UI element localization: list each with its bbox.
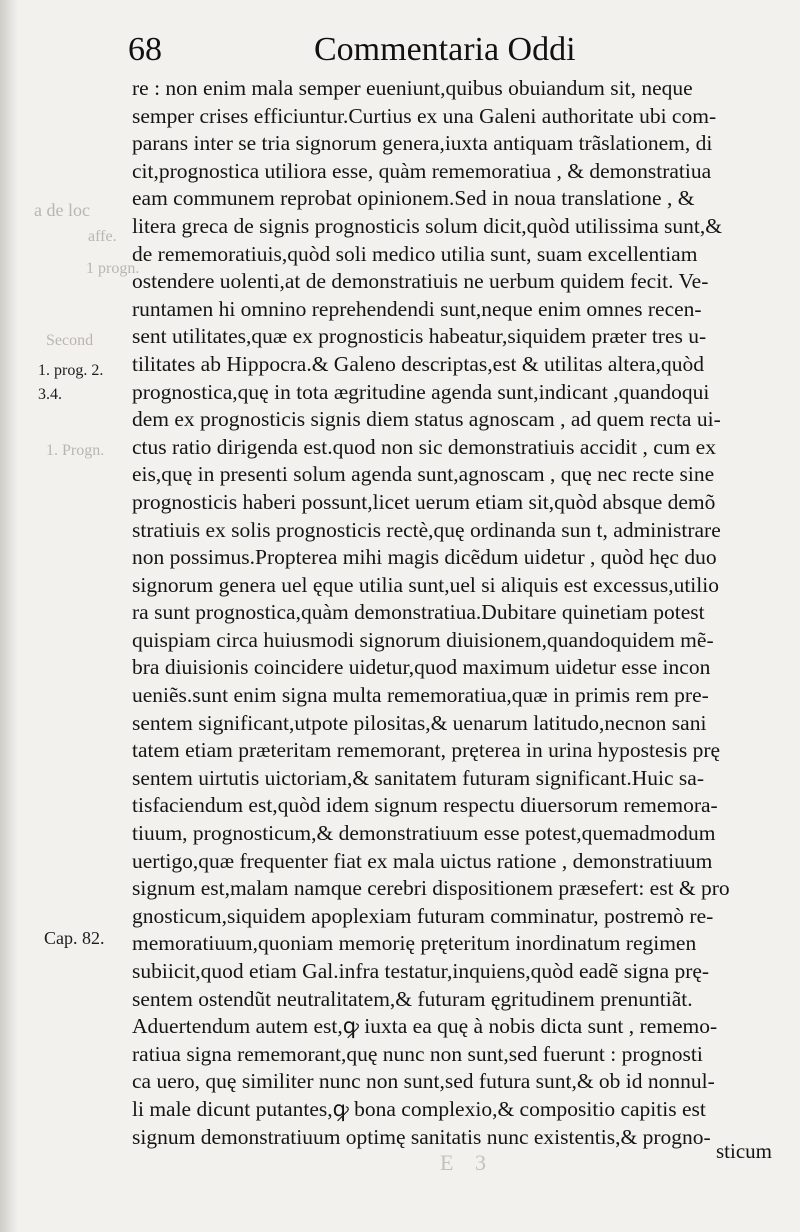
text-line: eam communem reprobat opinionem.Sed in noua translatione , & (132, 186, 695, 211)
text-line: sentem ostendũt neutralitatem,& futuram ęgritudinem prenuntiãt. (132, 986, 693, 1011)
catchword: sticum (716, 1139, 772, 1163)
text-line: tiuum, prognosticum,& demonstratiuum esse potest,quemadmodum (132, 821, 716, 846)
text-line: ca uero, quę similiter nunc non sunt,sed futura sunt,& ob id nonnul- (132, 1069, 715, 1094)
text-line: ueniẽs.sunt enim signa multa rememoratiua,quæ in primis rem pre- (132, 683, 709, 708)
text-line: li male dicunt putantes,ꝙ bona complexio,& compositio capitis est (132, 1096, 706, 1121)
text-line: memoratiuum,quoniam memorię pręteritum inordinatum regimen (132, 931, 697, 956)
text-line: ostendere uolenti,at de demonstratiuis ne uerbum quidem fecit. Ve- (132, 269, 709, 294)
text-line: runtamen hi omnino reprehendendi sunt,neque enim omnes recen- (132, 296, 702, 321)
text-line: litera greca de signis prognosticis solum dicit,quòd utilissima sunt,& (132, 213, 722, 238)
body-text (132, 75, 772, 1151)
text-line: parans inter se tria signorum genera,iuxta antiquam trãslationem, di (132, 131, 713, 156)
text-line: sentem significant,utpote pilositas,& uenarum latitudo,necnon sani (132, 710, 707, 735)
text-line: prognostica,quę in tota ægritudine agenda sunt,indicant ,quandoqui (132, 379, 710, 404)
bleed-through-text: 1. Progn. (46, 442, 105, 459)
text-line: ratiua signa rememorant,quę nunc non sunt,sed fuerunt : prognosti (132, 1041, 703, 1066)
text-line: stratiuis ex solis prognosticis rectè,quę ordinanda sun t, administrare (132, 517, 721, 542)
text-line: non possimus.Propterea mihi magis dicẽdum uidetur , quòd hęc duo (132, 545, 717, 570)
text-line: ra sunt prognostica,quàm demonstratiua.Dubitare quinetiam potest (132, 600, 705, 625)
text-line: de rememoratiuis,quòd soli medico utilia sunt, suam excellentiam (132, 241, 698, 266)
text-line: uertigo,quæ frequenter fiat ex mala uictus ratione , demonstratiuum (132, 848, 713, 873)
text-line: signum demonstratiuum optimę sanitatis nunc existentis,& progno- (132, 1124, 711, 1149)
text-line: signum est,malam namque cerebri dispositionem præsefert: est & pro (132, 876, 730, 901)
margin-chapter-reference: Cap. 82. (44, 928, 105, 948)
text-line: semper crises efficiuntur.Curtius ex una Galeni authoritate ubi com- (132, 103, 717, 128)
text-line: dem ex prognosticis signis diem status agnoscam , ad quem recta ui- (132, 407, 721, 432)
binding-shadow (0, 0, 18, 1232)
text-line: signorum genera uel ęque utilia sunt,uel si aliquis est excessus,utilio (132, 572, 719, 597)
bleed-through-text: affe. (88, 228, 117, 245)
text-line: tisfaciendum est,quòd idem signum respectu diuersorum rememora- (132, 793, 718, 818)
text-line: tatem etiam præteritam rememorant, pręterea in urina hypostesis prę (132, 738, 721, 763)
text-line: quispiam circa huiusmodi signorum diuisionem,quandoquidem mẽ- (132, 627, 714, 652)
text-line: sentem uirtutis uictoriam,& sanitatem futuram significant.Huic sa- (132, 765, 704, 790)
text-line: prognosticis haberi possunt,licet uerum etiam sit,quòd absque demõ (132, 489, 716, 514)
text-line: subiicit,quod etiam Gal.infra testatur,inquiens,quòd eadẽ signa prę- (132, 959, 710, 983)
text-line: eis,quę in presenti solum agenda sunt,agnoscam , quę nec recte sine (132, 462, 715, 487)
running-title: Commentaria Oddi (314, 31, 576, 68)
page-header (126, 30, 766, 70)
bleed-through-text: 1 progn. (86, 260, 140, 277)
text-line: gnosticum,siquidem apoplexiam futuram comminatur, postremò re- (132, 903, 714, 928)
bleed-through-signature: E 3 (440, 1150, 494, 1175)
margin-reference: 1. prog. 2. (38, 362, 104, 379)
text-line: sent utilitates,quæ ex prognosticis habeatur,siquidem præter tres u- (132, 324, 707, 349)
text-line: ctus ratio dirigenda est.quod non sic demonstratiuis accidit , cum ex (132, 434, 716, 459)
page-number: 68 (128, 31, 162, 68)
margin-reference: 3.4. (38, 386, 62, 403)
text-line: bra diuisionis coincidere uidetur,quod maximum uidetur esse incon (132, 655, 711, 680)
bleed-through-text: Second (46, 332, 94, 349)
text-line: Aduertendum autem est,ꝙ iuxta ea quę à nobis dicta sunt , rememo- (132, 1014, 718, 1039)
text-line: tilitates ab Hippocra.& Galeno descriptas,est & utilitas altera,quòd (132, 351, 704, 376)
text-line: re : non enim mala semper eueniunt,quibus obuiandum sit, neque (132, 76, 693, 100)
text-line: cit,prognostica utiliora esse, quàm rememoratiua , & demonstratiua (132, 158, 712, 183)
bleed-through-text: a de loc (34, 200, 90, 220)
